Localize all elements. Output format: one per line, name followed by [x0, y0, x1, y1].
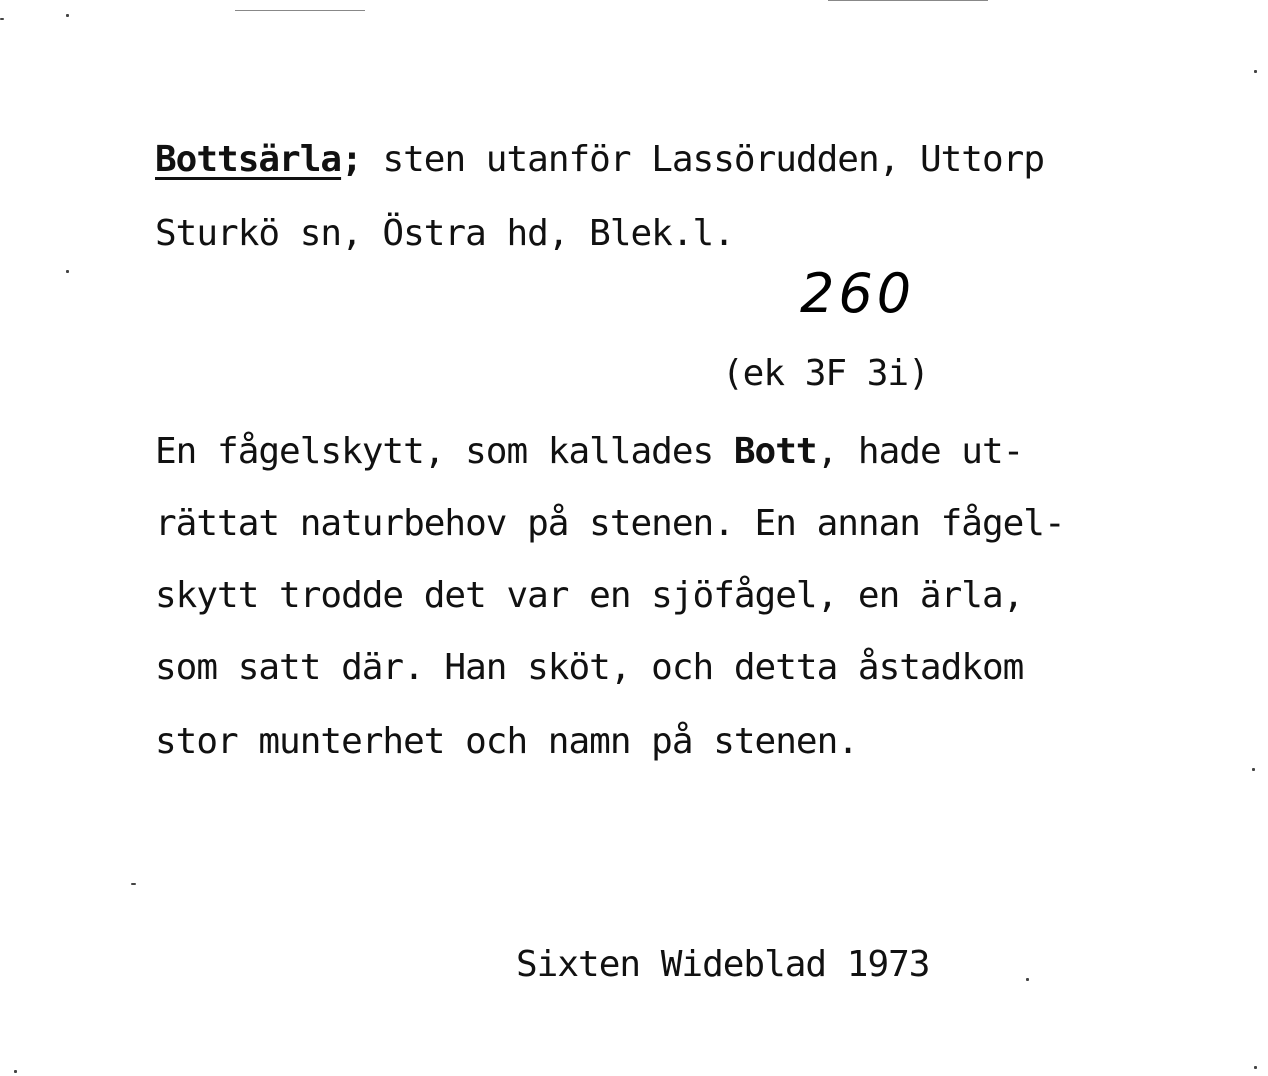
scan-speck — [0, 18, 4, 20]
body-text: En fågelskytt, som kallades — [155, 431, 734, 472]
body-text: , hade ut- — [816, 431, 1024, 472]
body-text: stor munterhet och namn på stenen. — [155, 721, 858, 762]
scan-speck — [1252, 768, 1255, 771]
header-line-2 — [155, 212, 734, 256]
body-text: skytt trodde det var en sjöfågel, en ärla, — [155, 575, 1024, 616]
parish-text: Sturkö sn, Östra hd, Blek.l. — [155, 213, 734, 254]
scan-speck — [66, 14, 69, 17]
body-line-3 — [155, 574, 1023, 618]
name-bold: Bott — [733, 431, 817, 472]
body-line-1 — [155, 430, 1023, 474]
handwritten-number: 260 — [800, 262, 916, 325]
body-line-2 — [155, 502, 1065, 546]
scan-artifact-line — [235, 10, 365, 11]
header-line-1 — [155, 138, 1044, 182]
location-text: sten utanför Lassörudden, Uttorp — [361, 139, 1045, 180]
classification-code: (ek 3F 3i) — [722, 353, 929, 394]
signature: Sixten Wideblad 1973 — [516, 944, 930, 985]
body-text: rättat naturbehov på stenen. En annan fågel- — [155, 503, 1065, 544]
scan-speck — [1254, 1066, 1257, 1069]
headword: Bottsärla — [155, 139, 342, 180]
body-line-4 — [155, 646, 1023, 690]
scan-speck — [66, 270, 69, 273]
scan-speck — [131, 883, 136, 885]
body-line-5 — [155, 720, 858, 764]
scan-speck — [1254, 70, 1257, 73]
scan-artifact-line — [828, 0, 988, 1]
headword-suffix: ; — [341, 139, 362, 180]
scan-speck — [14, 1070, 17, 1073]
scan-speck — [1026, 978, 1029, 981]
body-text: som satt där. Han sköt, och detta åstadkom — [155, 647, 1024, 688]
